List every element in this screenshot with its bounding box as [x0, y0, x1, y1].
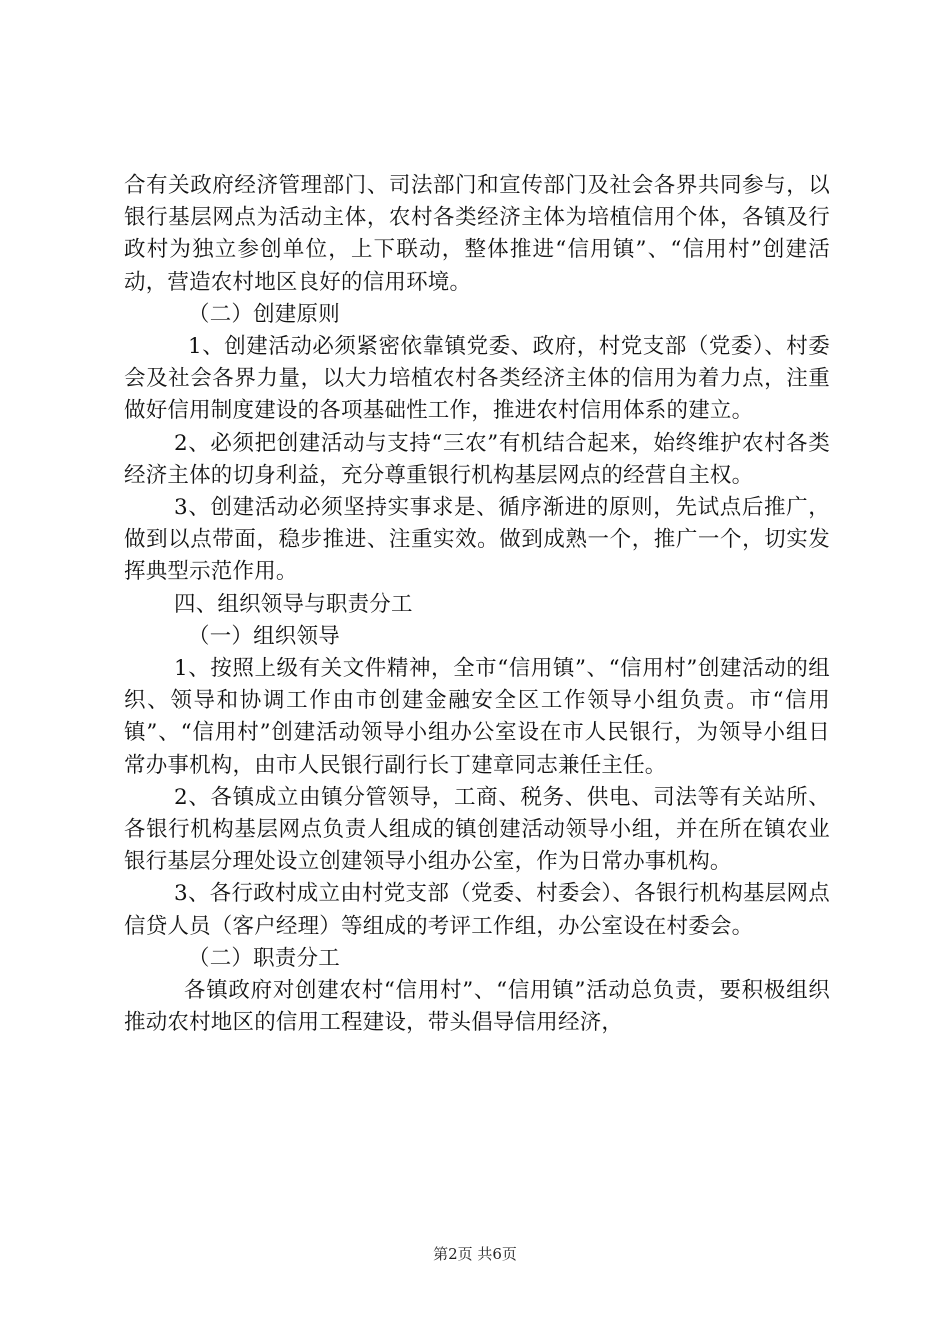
section-heading: （二）职责分工 [188, 945, 340, 971]
paragraph: 3、各行政村成立由村党支部（党委、村委会）、各银行机构基层网点信贷人员（客户经理）等组成的考评工作组，办公室设在村委会。 [124, 881, 830, 939]
section-heading: 四、组织领导与职责分工 [174, 591, 413, 617]
section-heading: （二）创建原则 [188, 301, 340, 327]
paragraph: 3、创建活动必须坚持实事求是、循序渐进的原则，先试点后推广，做到以点带面，稳步推进、注重实效。做到成熟一个，推广一个，切实发挥典型示范作用。 [124, 495, 830, 585]
paragraph: 2、各镇成立由镇分管领导，工商、税务、供电、司法等有关站所、各银行机构基层网点负责人组成的镇创建活动领导小组，并在所在镇农业银行基层分理处设立创建领导小组办公室，作为日常办事机构。 [124, 784, 830, 875]
paragraph: 合有关政府经济管理部门、司法部门和宣传部门及社会各界共同参与，以银行基层网点为活动主体，农村各类经济主体为培植信用个体，各镇及行政村为独立参创单位，上下联动，整体推进“信用镇”、“信用村”创建活动，营造农村地区良好的信用环境。 [124, 173, 830, 295]
page-number-footer: 第2页 共6页 [433, 1245, 517, 1263]
paragraph: 各镇政府对创建农村“信用村”、“信用镇”活动总负责，要积极组织推动农村地区的信用工程建设，带头倡导信用经济， [124, 978, 830, 1036]
paragraph: 1、按照上级有关文件精神，全市“信用镇”、“信用村”创建活动的组织、领导和协调工作由市创建金融安全区工作领导小组负责。市“信用镇”、“信用村”创建活动领导小组办公室设在市人民银行，为领导小组日常办事机构，由市人民银行副行长丁建章同志兼任主任。 [124, 656, 830, 778]
paragraph: 2、必须把创建活动与支持“三农”有机结合起来，始终维护农村各类经济主体的切身利益，充分尊重银行机构基层网点的经营自主权。 [124, 430, 830, 488]
document-body [124, 170, 830, 1039]
section-heading: （一）组织领导 [188, 623, 340, 649]
paragraph: 1、创建活动必须紧密依靠镇党委、政府，村党支部（党委）、村委会及社会各界力量，以大力培植农村各类经济主体的信用为着力点，注重做好信用制度建设的各项基础性工作，推进农村信用体系的建立。 [124, 334, 830, 424]
